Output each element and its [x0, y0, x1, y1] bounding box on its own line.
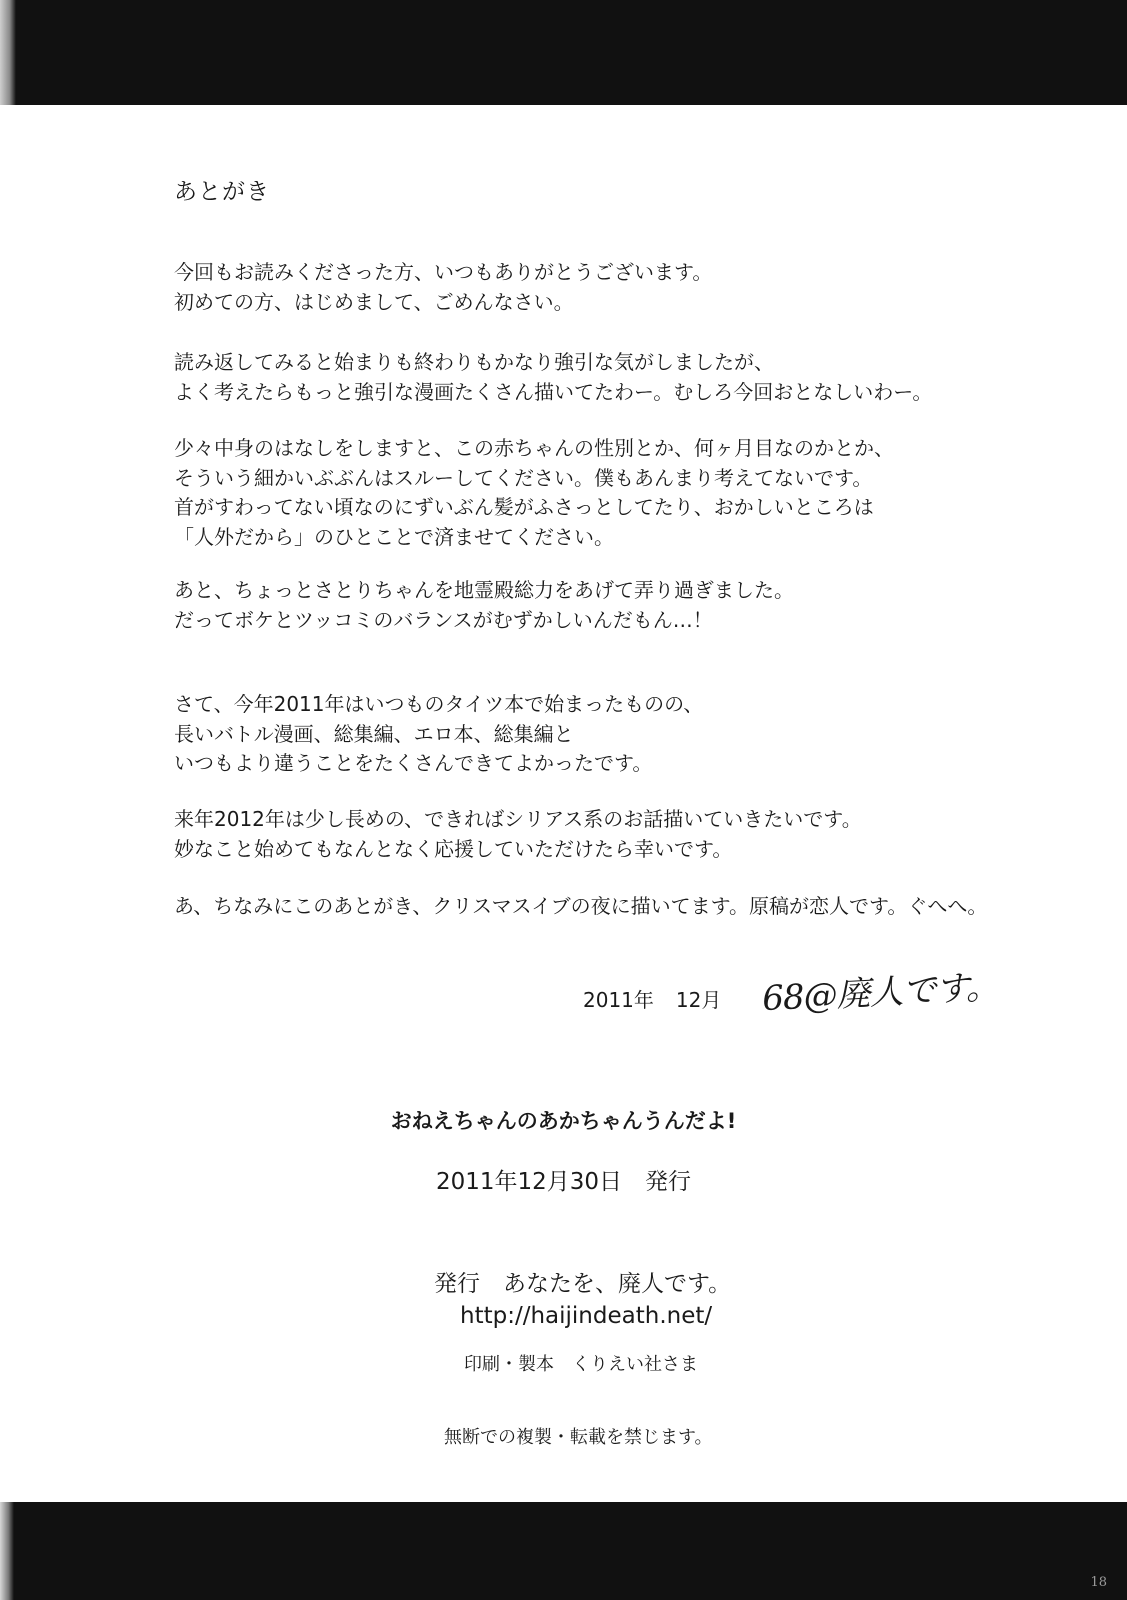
printer-credit: 印刷・製本 くりえい社さま — [464, 1354, 698, 1375]
afterword-paragraph-4 — [174, 576, 1054, 635]
afterword-paragraph-6 — [174, 805, 1054, 864]
afterword-paragraph-2 — [174, 348, 1054, 407]
page-number: 18 — [1090, 1575, 1107, 1590]
afterword-line: さて、今年2011年はいつものタイツ本で始まったものの、 — [174, 692, 704, 716]
book-title: おねえちゃんのあかちゃんうんだよ! — [390, 1109, 737, 1133]
afterword-line: よく考えたらもっと強引な漫画たくさん描いてたわー。むしろ今回おとなしいわー。 — [174, 379, 933, 404]
afterword-line: あ、ちなみにこのあとがき、クリスマスイブの夜に描いてます。原稿が恋人です。ぐへへ。 — [174, 894, 988, 918]
afterword-date — [583, 984, 721, 1013]
copyright-notice: 無断での複製・転載を禁じます。 — [444, 1427, 713, 1448]
afterword-line: 長いバトル漫画、総集編、エロ本、総集編と — [174, 721, 574, 746]
afterword-title: あとがき — [174, 179, 270, 205]
afterword-line: そういう細かいぶぶんはスルーしてください。僕もあんまり考えてないです。 — [174, 465, 873, 490]
top-bar-scan-edge — [0, 0, 16, 105]
afterword-line: 初めての方、はじめまして、ごめんなさい。 — [174, 289, 574, 314]
afterword-line: 来年2012年は少し長めの、できればシリアス系のお話描いていきたいです。 — [174, 807, 862, 831]
afterword-date-year: 2011年 — [583, 988, 654, 1012]
publication-date: 2011年12月30日 発行 — [435, 1169, 692, 1195]
publisher-name: 発行 あなたを、廃人です。 — [434, 1271, 732, 1297]
afterword-paragraph-1 — [174, 258, 1054, 317]
afterword-date-month: 12月 — [675, 988, 722, 1012]
bottom-bar-scan-edge — [0, 1502, 14, 1600]
publisher-url: http://haijindeath.net/ — [460, 1303, 713, 1329]
afterword-line: あと、ちょっとさとりちゃんを地霊殿総力をあげて弄り過ぎました。 — [174, 578, 794, 602]
top-black-bar — [0, 0, 1127, 105]
afterword-line: 首がすわってない頃なのにずいぶん髪がふさっとしてたり、おかしいところは — [174, 495, 874, 519]
afterword-line: 少々中身のはなしをしますと、この赤ちゃんの性別とか、何ヶ月目なのかとか、 — [174, 436, 894, 460]
bottom-black-bar — [0, 1502, 1127, 1600]
afterword-paragraph-5 — [174, 690, 1054, 779]
afterword-line: だってボケとツッコミのバランスがむずかしいんだもん…！ — [174, 607, 713, 632]
afterword-line: 「人外だから」のひとことで済ませてください。 — [174, 524, 614, 549]
afterword-paragraph-3 — [174, 434, 1054, 552]
afterword-line: 今回もお読みくださった方、いつもありがとうございます。 — [174, 260, 713, 284]
afterword-line: いつもより違うことをたくさんできてよかったです。 — [174, 751, 653, 775]
publisher-block — [434, 1268, 731, 1332]
afterword-line: 読み返してみると始まりも終わりもかなり強引な気がしましたが、 — [174, 350, 774, 374]
afterword-paragraph-7 — [174, 892, 1054, 922]
author-signature: 68@廃人です。 — [761, 966, 1000, 1020]
afterword-line: 妙なこと始めてもなんとなく応援していただけたら幸いです。 — [174, 836, 733, 861]
